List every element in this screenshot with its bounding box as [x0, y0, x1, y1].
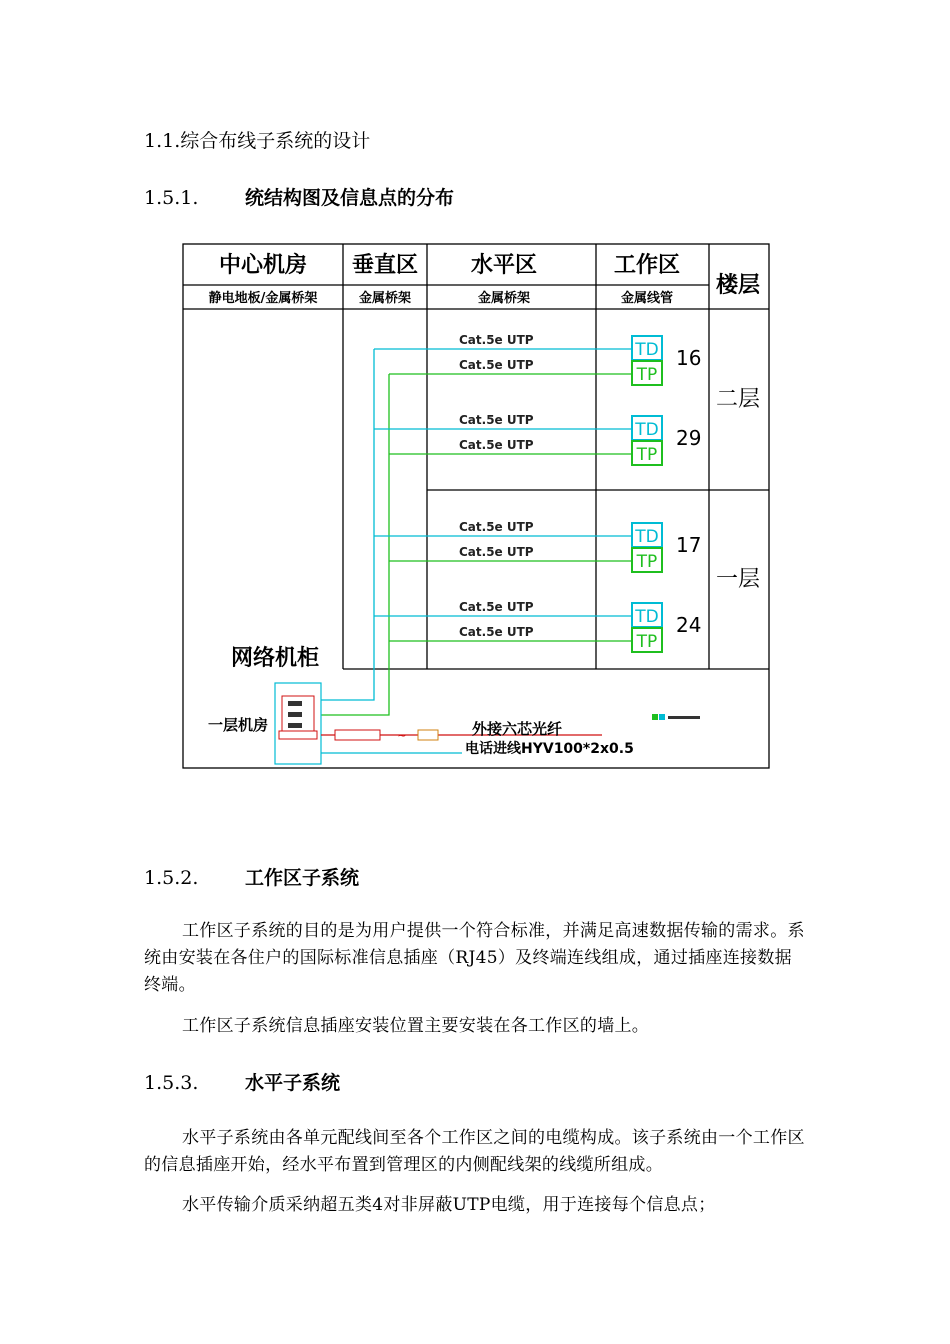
- heading-title: 工作区子系统: [245, 867, 360, 889]
- paragraph-work-area-purpose: 工作区子系统的目的是为用户提供一个符合标准，并满足高速数据传输的需求。系统由安装在各住户的国际标准信息插座（RJ45）及终端连线组成，通过插座连接数据终端。: [144, 921, 805, 995]
- outlet-group: [374, 600, 701, 652]
- fiber-label: 外接六芯光纤: [472, 720, 563, 738]
- phone-label: 电话进线HYV100*2x0.5: [465, 741, 634, 757]
- cable-label: Cat.5e UTP: [459, 438, 534, 452]
- heading-number: 1.5.1.: [144, 187, 199, 209]
- header-horizontal: 水平区: [470, 253, 538, 278]
- tp-outlet-label: TP: [636, 365, 658, 385]
- heading-1-5-3: [144, 1068, 340, 1095]
- info-point-count: 17: [676, 533, 702, 557]
- outlet-group: [374, 520, 701, 572]
- patch-panel-3: [288, 723, 302, 728]
- subheader-center: 静电地板/金属桥架: [208, 291, 318, 306]
- fiber-box: [335, 730, 380, 740]
- td-outlet-label: TD: [635, 527, 659, 547]
- td-outlet-label: TD: [635, 420, 659, 440]
- connector-box: [418, 730, 438, 740]
- header-work: 工作区: [613, 253, 681, 278]
- subheader-vertical: 金属桥架: [358, 291, 412, 306]
- heading-number: 1.5.2.: [144, 867, 199, 889]
- diagram-grid: [183, 244, 769, 768]
- subheader-horizontal: 金属桥架: [477, 291, 531, 306]
- tp-outlet-label: TP: [636, 552, 658, 572]
- diagram-frame: [183, 244, 769, 768]
- legend-text-mark: [668, 716, 700, 719]
- cable-label: Cat.5e UTP: [459, 358, 534, 372]
- heading-number: 1.5.3.: [144, 1072, 199, 1094]
- heading-title: 综合布线子系统的设计: [180, 130, 371, 152]
- heading-1-1: [144, 126, 370, 153]
- cable-label: Cat.5e UTP: [459, 545, 534, 559]
- tp-outlet-label: TP: [636, 632, 658, 652]
- subheader-work: 金属线管: [620, 291, 674, 306]
- outlet-group: [374, 413, 701, 465]
- paragraph-work-area-install: 工作区子系统信息插座安装位置主要安装在各工作区的墙上。: [182, 1016, 650, 1036]
- cable-label: Cat.5e UTP: [459, 413, 534, 427]
- heading-number: 1.1.: [144, 130, 181, 152]
- info-point-count: 16: [676, 346, 702, 370]
- cabinet-label: 网络机柜: [230, 646, 320, 671]
- header-center: 中心机房: [218, 253, 308, 278]
- floor-label-first: 一层: [715, 567, 761, 592]
- outlet-group: [374, 333, 701, 385]
- header-vertical: 垂直区: [351, 253, 419, 278]
- cable-label: Cat.5e UTP: [459, 333, 534, 347]
- room-label: 一层机房: [207, 716, 269, 734]
- vertical-risers: [321, 349, 389, 715]
- cabinet-icon: [275, 683, 321, 764]
- patch-panel-2: [288, 712, 302, 717]
- paragraph-horizontal-medium: 水平传输介质采纳超五类4对非屏蔽UTP电缆，用于连接每个信息点；: [182, 1195, 716, 1215]
- paragraph-horizontal-desc: 水平子系统由各单元配线间至各个工作区之间的电缆构成。该子系统由一个工作区的信息插座开始，经水平布置到管理区的内侧配线架的线缆所组成。: [144, 1128, 805, 1175]
- tp-outlet-label: TP: [636, 445, 658, 465]
- heading-1-5-2: [144, 863, 359, 890]
- floor-label-second: 二层: [715, 387, 761, 412]
- td-outlet-label: TD: [635, 607, 659, 627]
- heading-title: 统结构图及信息点的分布: [245, 187, 455, 209]
- legend-icon-2: [659, 714, 665, 720]
- cable-label: Cat.5e UTP: [459, 625, 534, 639]
- info-point-count: 24: [676, 613, 702, 637]
- splice-icon: ~: [397, 729, 407, 742]
- heading-title: 水平子系统: [245, 1072, 341, 1094]
- legend-icon: [652, 714, 658, 720]
- cable-label: Cat.5e UTP: [459, 600, 534, 614]
- header-floor: 楼层: [715, 273, 761, 298]
- switch-unit: [279, 731, 317, 739]
- patch-panel-1: [288, 701, 302, 706]
- heading-1-5-1: [144, 183, 454, 210]
- outlet-groups: [374, 333, 701, 652]
- cabling-structure-diagram: [182, 240, 772, 770]
- td-outlet-label: TD: [635, 340, 659, 360]
- cable-label: Cat.5e UTP: [459, 520, 534, 534]
- info-point-count: 29: [676, 426, 702, 450]
- td-riser: [321, 349, 374, 700]
- tp-riser: [321, 374, 389, 715]
